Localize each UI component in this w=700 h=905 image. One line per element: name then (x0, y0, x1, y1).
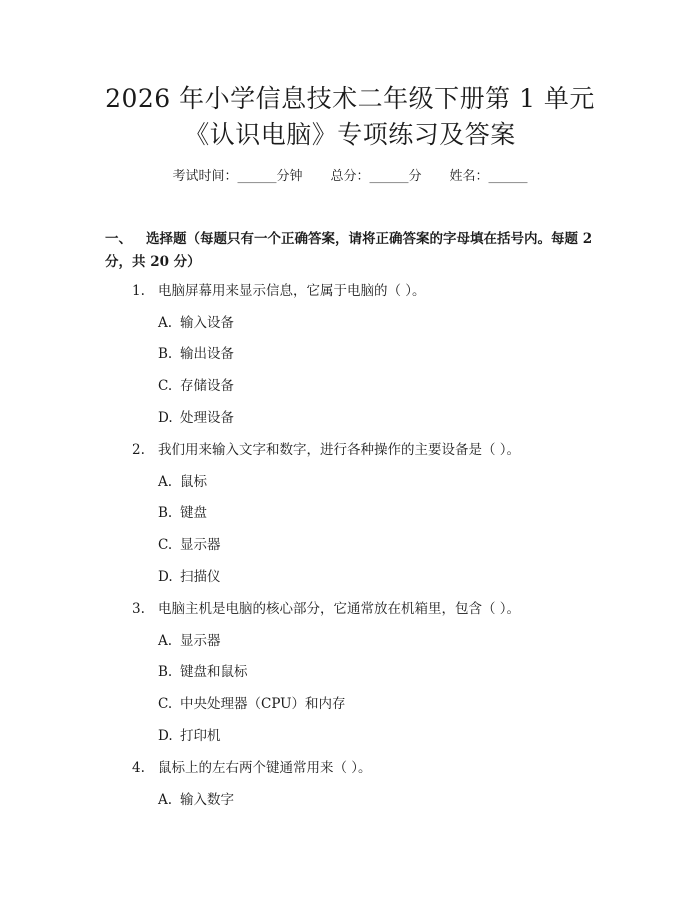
option-4a: A. 输入数字 (158, 792, 234, 808)
option-1c: C. 存储设备 (158, 378, 234, 394)
question-3 (132, 599, 520, 619)
question-number: 1. (132, 283, 145, 299)
question-1 (132, 281, 426, 301)
section-text: 选择题（每题只有一个正确答案，请将正确答案的字母填在括号内。每题 2 分，共 20 分） (105, 231, 593, 270)
question-2 (132, 440, 520, 460)
question-number: 3. (132, 601, 145, 617)
section-number: 一、 (105, 231, 132, 247)
question-text: 电脑主机是电脑的核心部分，它通常放在机箱里，包含（ ）。 (158, 601, 521, 617)
option-3a: A. 显示器 (158, 633, 221, 649)
option-2d: D. 扫描仪 (158, 569, 221, 585)
question-text: 我们用来输入文字和数字，进行各种操作的主要设备是（ ）。 (158, 442, 521, 458)
option-2a: A. 鼠标 (158, 474, 207, 490)
option-3d: D. 打印机 (158, 728, 221, 744)
exam-score: 总分：______分 (330, 169, 422, 184)
question-text: 电脑屏幕用来显示信息，它属于电脑的（ ）。 (158, 283, 426, 299)
option-3c: C. 中央处理器（CPU）和内存 (158, 696, 346, 712)
exam-time: 考试时间：______分钟 (172, 169, 303, 184)
option-2c: C. 显示器 (158, 537, 221, 553)
section-heading (105, 228, 595, 274)
question-number: 2. (132, 442, 145, 458)
option-3b: B. 键盘和鼠标 (158, 664, 248, 680)
option-2b: B. 键盘 (158, 505, 207, 521)
title-line-1: 2026 年小学信息技术二年级下册第 1 单元 (105, 84, 595, 113)
title-line-2: 《认识电脑》专项练习及答案 (184, 120, 516, 149)
exam-meta (0, 167, 700, 187)
option-1a: A. 输入设备 (158, 315, 234, 331)
option-1b: B. 输出设备 (158, 346, 234, 362)
option-1d: D. 处理设备 (158, 410, 234, 426)
question-number: 4. (132, 760, 145, 776)
exam-name: 姓名：______ (449, 169, 528, 184)
question-text: 鼠标上的左右两个键通常用来（ ）。 (158, 760, 372, 776)
question-4 (132, 758, 372, 778)
